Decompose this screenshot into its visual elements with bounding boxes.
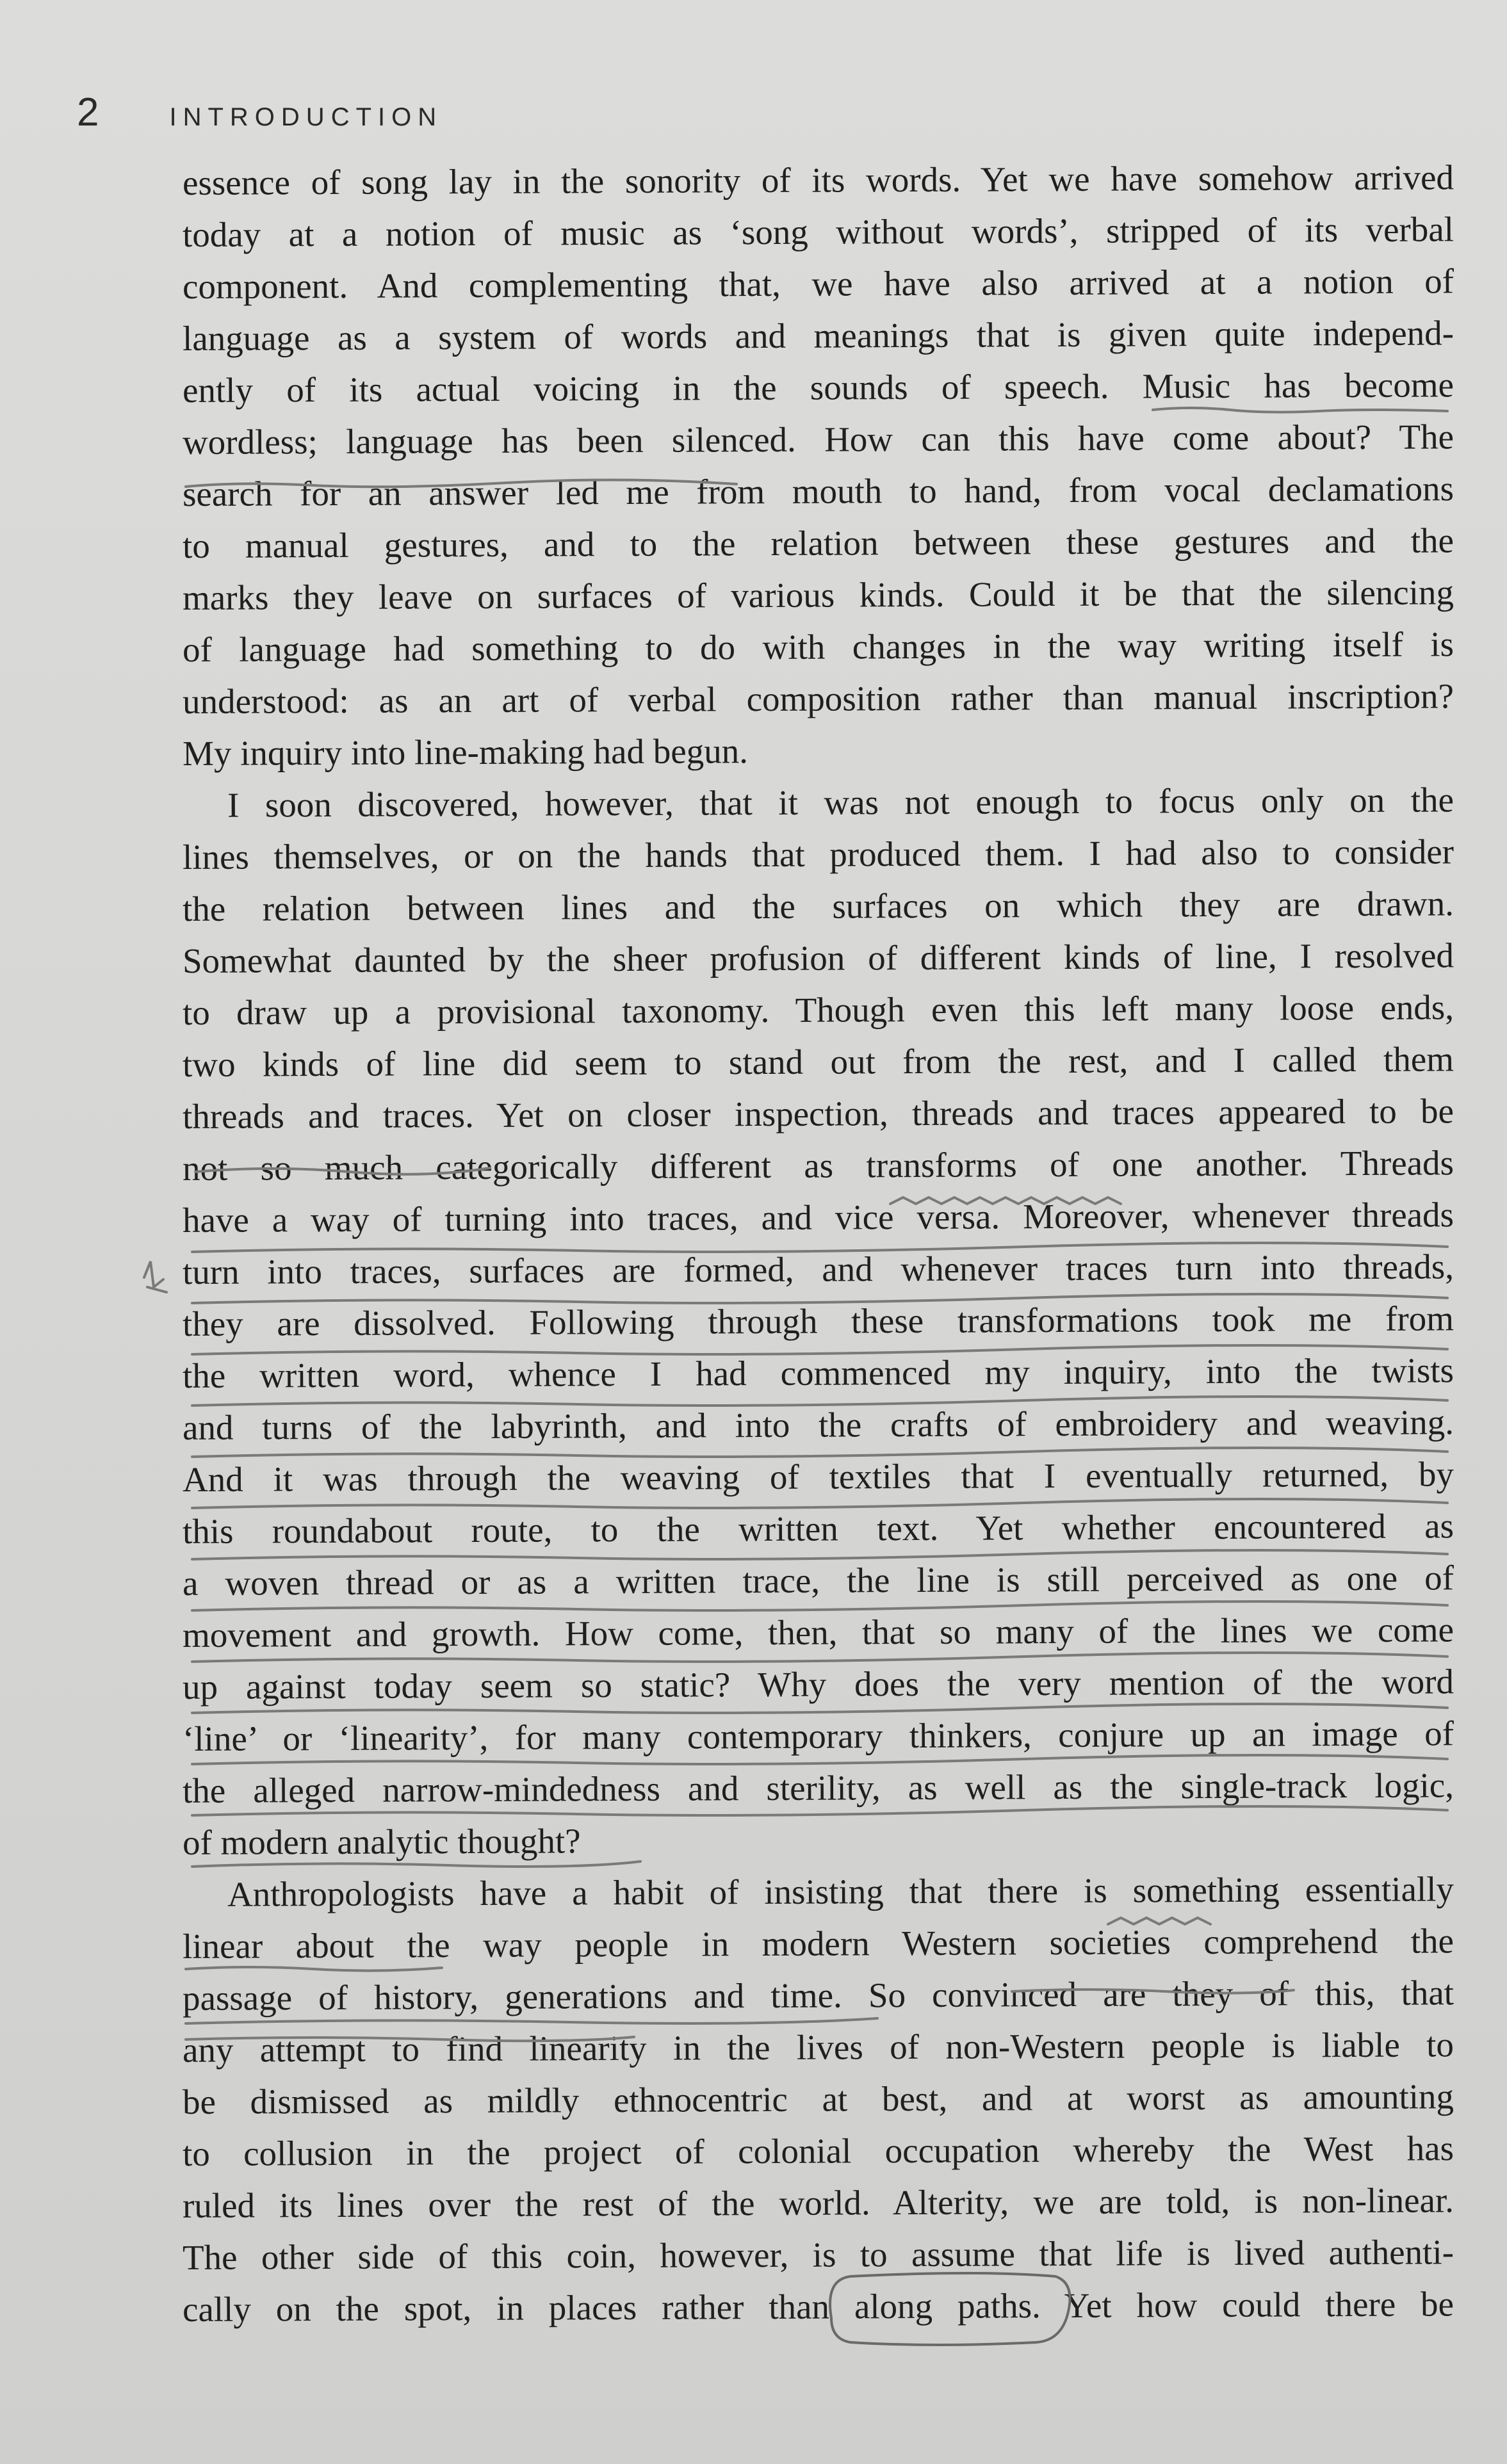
text-line: be dismissed as mildly ethnocentric at best, and at worst as amounting: [182, 2077, 1454, 2121]
body-text: [183, 157, 1454, 2335]
text-line: ‘line’ or ‘linearity’, for many contemporary thinkers, conjure up an image of: [182, 1714, 1454, 1758]
text-line: the relation between lines and the surfaces on which they are drawn.: [182, 884, 1454, 928]
text-line: threads and traces. Yet on closer inspection, threads and traces appeared to be: [182, 1091, 1454, 1136]
text-line: cally on the spot, in places rather than along paths. Yet how could there be: [182, 2284, 1454, 2329]
running-head: INTRODUCTION: [169, 103, 443, 131]
text-line: passage of history, generations and time. So convinced are they of this, that: [182, 1973, 1454, 2018]
text-line: of modern analytic thought?: [182, 1821, 581, 1862]
text-line: linear about the way people in modern Western societies comprehend the: [182, 1921, 1454, 1966]
text-line: understood: as an art of verbal composition rather than manual inscription?: [182, 676, 1454, 721]
text-line: to draw up a provisional taxonomy. Though even this left many loose ends,: [182, 987, 1454, 1032]
text-line: movement and growth. How come, then, that so many of the lines we come: [182, 1610, 1454, 1655]
text-line: ently of its actual voicing in the sounds of speech. Music has become: [182, 365, 1454, 410]
page-header: [77, 90, 443, 135]
text-line: language as a system of words and meanings that is given quite independ-: [182, 313, 1454, 358]
text-line: a woven thread or as a written trace, the line is still perceived as one of: [182, 1558, 1454, 1603]
text-line: any attempt to find linearity in the lives of non-Western people is liable to: [182, 2025, 1454, 2070]
text-line: component. And complementing that, we have also arrived at a notion of: [182, 261, 1454, 306]
text-line: to collusion in the project of colonial occupation whereby the West has: [182, 2128, 1454, 2173]
margin-mark: [144, 1261, 167, 1292]
text-line: Somewhat daunted by the sheer profusion of different kinds of line, I resolved: [182, 936, 1454, 980]
text-line: not so much categorically different as transforms of one another. Threads: [182, 1143, 1454, 1188]
text-line: essence of song lay in the sonority of its words. Yet we have somehow arrived: [182, 158, 1454, 202]
text-line: The other side of this coin, however, is to assume that life is lived authenti-: [182, 2232, 1454, 2277]
text-line: My inquiry into line-making had begun.: [182, 731, 749, 773]
text-line: and turns of the labyrinth, and into the crafts of embroidery and weaving.: [182, 1402, 1454, 1447]
text-line: the written word, whence I had commenced my inquiry, into the twists: [182, 1350, 1454, 1395]
text-line: ruled its lines over the rest of the world. Alterity, we are told, is non-linear.: [182, 2180, 1454, 2225]
text-line: to manual gestures, and to the relation between these gestures and the: [182, 521, 1454, 565]
text-line: search for an answer led me from mouth to hand, from vocal declamations: [182, 469, 1454, 514]
text-line: this roundabout route, to the written text. Yet whether encountered as: [182, 1506, 1454, 1551]
text-line: Anthropologists have a habit of insisting that there is something essentially: [227, 1869, 1454, 1914]
text-line: the alleged narrow-mindedness and sterility, as well as the single-track logic,: [182, 1765, 1454, 1810]
text-line: marks they leave on surfaces of various kinds. Could it be that the silencing: [182, 572, 1454, 617]
text-line: And it was through the weaving of textiles that I eventually returned, by: [182, 1454, 1454, 1499]
text-line: up against today seem so static? Why does the very mention of the word: [182, 1662, 1454, 1706]
text-line: they are dissolved. Following through these transformations took me from: [182, 1299, 1454, 1343]
text-line: lines themselves, or on the hands that produced them. I had also to consider: [182, 832, 1454, 877]
text-line: I soon discovered, however, that it was not enough to focus only on the: [227, 780, 1454, 825]
page-number: 2: [77, 90, 99, 134]
text-line: two kinds of line did seem to stand out from the rest, and I called them: [182, 1039, 1454, 1084]
text-line: of language had something to do with changes in the way writing itself is: [182, 624, 1454, 669]
text-line: turn into traces, surfaces are formed, and whenever traces turn into threads,: [182, 1247, 1454, 1292]
text-line: today at a notion of music as ‘song without words’, stripped of its verbal: [182, 209, 1454, 254]
text-line: have a way of turning into traces, and vice versa. Moreover, whenever threads: [182, 1195, 1454, 1240]
text-line: wordless; language has been silenced. How can this have come about? The: [182, 417, 1454, 462]
